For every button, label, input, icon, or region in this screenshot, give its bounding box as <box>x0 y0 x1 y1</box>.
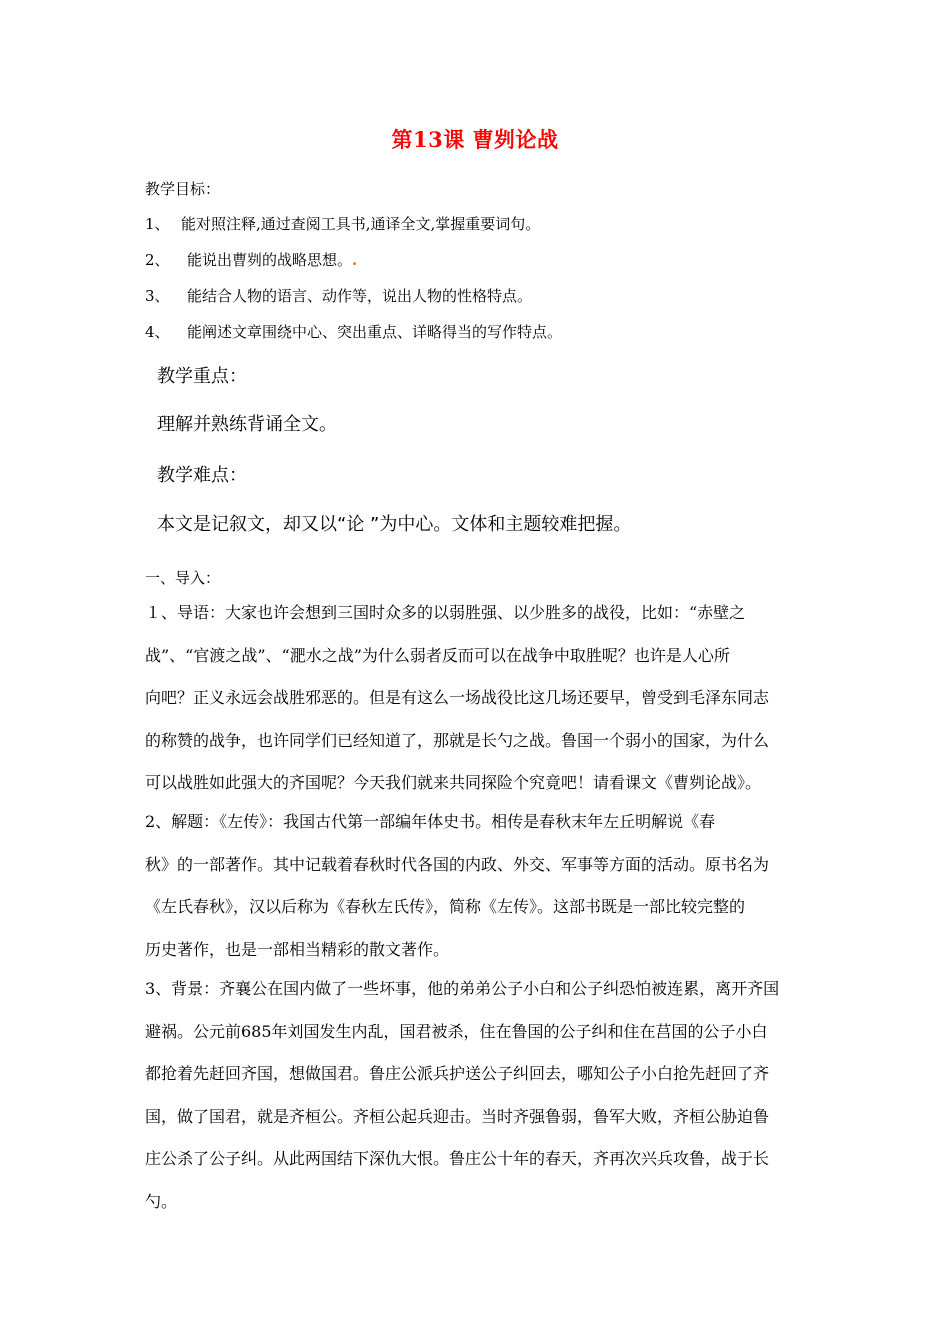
key-points-text: 理解并熟练背诵全文。 <box>157 414 337 435</box>
text-line: 秋》的一部著作。其中记载着春秋时代各国的内政、外交、军事等方面的活动。原书名为 <box>145 854 770 874</box>
orange-mark: . <box>352 251 358 269</box>
text-line: 3、背景：齐襄公在国内做了一些坏事，他的弟弟公子小白和公子纠恐怕被连累，离开齐国 <box>145 979 780 998</box>
difficulties-text: 本文是记叙文，却又以“论 ”为中心。文体和主题较难把握。 <box>157 514 632 535</box>
text-line: 的称赞的战争，也许同学们已经知道了，那就是长勺之战。鲁国一个弱小的国家，为什么 <box>145 730 770 750</box>
text-line: 向吧？正义永远会战胜邪恶的。但是有这么一场战役比这几场还要早，曾受到毛泽东同志 <box>145 688 770 707</box>
objective-number: 1、 <box>145 215 170 233</box>
objective-item <box>145 249 357 270</box>
objective-text: 能阐述文章围绕中心、突出重点、详略得当的写作特点。 <box>187 323 563 341</box>
objective-item <box>145 285 532 306</box>
text-line: 《左氏春秋》，汉以后称为《春秋左氏传》，简称《左传》。这部书既是一部比较完整的 <box>145 897 746 916</box>
page-title: 第13课 曹刿论战 <box>391 127 559 152</box>
objective-number: 2、 <box>145 251 170 269</box>
objective-number: 4、 <box>145 323 170 341</box>
text-line: 避祸。公元前685年刘国发生内乱，国君被杀，住在鲁国的公子纠和住在莒国的公子小白 <box>145 1021 768 1041</box>
intro-paragraph-background <box>145 968 807 1223</box>
text-line: 国，做了国君，就是齐桓公。齐桓公起兵迎击。当时齐强鲁弱，鲁军大败，齐桓公胁迫鲁 <box>145 1106 770 1126</box>
intro-heading: 一、导入： <box>145 569 221 587</box>
text-line: 历史著作，也是一部相当精彩的散文著作。 <box>145 939 450 959</box>
intro-paragraph-title <box>145 801 807 971</box>
objective-number: 3、 <box>145 287 170 305</box>
objective-item <box>145 321 562 342</box>
objective-item <box>145 213 540 234</box>
text-line: 可以战胜如此强大的齐国呢？今天我们就来共同探险个究竟吧！请看课文《曹刿论战》。 <box>145 773 762 792</box>
objective-text: 能对照注释,通过查阅工具书,通译全文,掌握重要词句。 <box>181 215 541 233</box>
difficulties-heading: 教学难点： <box>157 465 247 486</box>
text-line: 2、解题：《左传》：我国古代第一部编年体史书。相传是春秋末年左丘明解说《春 <box>145 812 716 831</box>
text-line: 战”、“官渡之战”、“淝水之战”为什么弱者反而可以在战争中取胜呢？也许是人心所 <box>145 645 730 665</box>
objective-text: 能结合人物的语言、动作等，说出人物的性格特点。 <box>187 287 533 305</box>
text-line: １、导语：大家也许会想到三国时众多的以弱胜强、以少胜多的战役，比如：“赤壁之 <box>145 603 746 622</box>
objectives-heading: 教学目标： <box>145 180 221 198</box>
text-line: 都抢着先赶回齐国，想做国君。鲁庄公派兵护送公子纠回去，哪知公子小白抢先赶回了齐 <box>145 1064 770 1083</box>
intro-paragraph-guide <box>145 592 807 805</box>
objective-text: 能说出曹刿的战略思想。 <box>187 251 353 269</box>
key-points-heading: 教学重点： <box>157 366 247 387</box>
text-line: 勺。 <box>145 1191 178 1211</box>
text-line: 庄公杀了公子纠。从此两国结下深仇大恨。鲁庄公十年的春天，齐再次兴兵攻鲁，战于长 <box>145 1149 770 1168</box>
